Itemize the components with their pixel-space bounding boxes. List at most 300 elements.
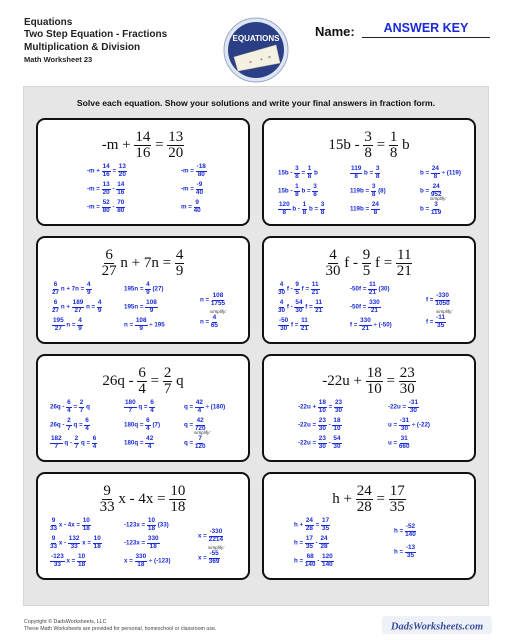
numerator: 3 [375, 165, 380, 172]
fraction [167, 130, 184, 162]
math-text: x = [80, 539, 93, 547]
fraction [359, 318, 372, 332]
math-text: = [313, 521, 322, 529]
solution-step [426, 293, 450, 307]
equation [38, 484, 248, 516]
usage-note: These Math Worksheets are provided for personal, homeschool or classroom use. [24, 626, 217, 632]
numerator: -330 [436, 292, 449, 299]
denominator: 9 [97, 306, 102, 314]
equation [38, 248, 248, 280]
fraction [399, 436, 410, 450]
math-text: x - 4x = [57, 521, 82, 529]
denominator: 120 [194, 442, 206, 450]
denominator: 140 [322, 560, 333, 568]
math-text: (33) [156, 521, 169, 529]
solution-step [50, 536, 102, 550]
solution-step [350, 166, 380, 180]
math-text: x = [124, 557, 135, 565]
numerator: 108 [212, 292, 224, 299]
worksheet-number: Math Worksheet 23 [24, 55, 93, 65]
fraction [134, 130, 151, 162]
denominator: 21 [368, 288, 376, 296]
solution-step [184, 436, 206, 450]
numerator: 1 [307, 165, 312, 172]
answer-key-label: ANSWER KEY [362, 21, 490, 38]
solution-step [87, 164, 127, 178]
denominator: 35 [389, 499, 405, 516]
math-text: x - [57, 539, 68, 547]
fraction [102, 200, 111, 214]
solution-step [278, 282, 320, 296]
denominator: 4 [147, 442, 152, 450]
fraction [375, 166, 381, 180]
math-text: q [84, 403, 90, 411]
fraction [435, 315, 446, 329]
denominator: 369 [208, 557, 220, 565]
denominator: 80 [102, 206, 110, 214]
fraction [195, 400, 204, 414]
fraction [102, 164, 111, 178]
fraction [356, 484, 373, 516]
numerator: 6 [138, 365, 146, 381]
numerator: 11 [311, 281, 319, 288]
problem-card [262, 354, 476, 462]
numerator: 330 [360, 317, 371, 324]
solution-step [350, 202, 380, 216]
solution-step [184, 400, 225, 414]
numerator: 4 [175, 247, 184, 263]
denominator: 4 [146, 424, 150, 432]
denominator: 27 [54, 324, 62, 332]
fraction [100, 484, 115, 516]
math-text: f - [285, 285, 295, 293]
math-text: -22u = [388, 403, 408, 411]
fraction [68, 536, 81, 550]
denominator: 80 [197, 170, 205, 178]
fraction [408, 400, 419, 414]
fraction [145, 300, 158, 314]
solution-step [350, 282, 390, 296]
math-text: h = [394, 527, 405, 535]
numerator: 3 [364, 129, 372, 145]
numerator: 4 [279, 299, 284, 306]
solution-step [294, 554, 334, 568]
denominator: 65 [210, 321, 218, 329]
math-text: -123x = [124, 539, 147, 547]
fraction [116, 200, 125, 214]
denominator: 1755 [210, 299, 226, 307]
math-text: = [71, 403, 79, 411]
numerator: 24 [356, 483, 372, 499]
denominator: 8 [389, 145, 398, 162]
numerator: 2 [79, 399, 84, 406]
denominator: 30 [325, 263, 341, 280]
math-text: (7) [150, 421, 160, 429]
fraction [175, 248, 185, 280]
denominator: 21 [370, 306, 378, 314]
denominator: 30 [409, 406, 417, 414]
numerator: -11 [436, 314, 446, 321]
denominator: 8 [373, 208, 378, 216]
math-text: = [382, 373, 399, 390]
denominator: 18 [93, 542, 101, 550]
simplify-note: simplify: [430, 196, 447, 201]
solution-step [420, 166, 461, 180]
math-text: q = [71, 421, 85, 429]
fraction [371, 202, 380, 216]
math-text: = [299, 169, 307, 177]
math-text: -50f = [350, 285, 369, 293]
numerator: 7 [198, 435, 202, 442]
numerator: 4 [279, 281, 284, 288]
logo-text: EQUATIONS [232, 34, 280, 43]
denominator: 18 [149, 542, 157, 550]
math-text: ÷ (119) [439, 169, 461, 177]
fraction [368, 300, 381, 314]
denominator: 21 [361, 324, 370, 332]
denominator: 30 [399, 381, 415, 398]
numerator: 6 [92, 435, 97, 442]
problem-card [262, 236, 476, 344]
fraction [278, 318, 289, 332]
fraction [52, 318, 65, 332]
numerator: 6 [85, 417, 89, 424]
footer-copyright [24, 619, 216, 633]
numerator: 9 [295, 281, 299, 288]
denominator: 27 [101, 263, 117, 280]
denominator: 8 [295, 172, 299, 180]
numerator: 10 [147, 517, 155, 524]
fraction [50, 554, 65, 568]
math-text: q [172, 373, 184, 390]
math-text: q = [79, 439, 92, 447]
math-text: - [326, 439, 333, 447]
numerator: 23 [318, 435, 326, 442]
denominator: 4 [85, 424, 89, 432]
solution-step [181, 182, 203, 196]
math-text: n = [64, 321, 78, 329]
denominator: 9 [86, 288, 91, 296]
numerator: 18 [366, 365, 382, 381]
numerator: 330 [369, 299, 380, 306]
numerator: 3 [313, 183, 317, 190]
fraction [102, 248, 117, 280]
numerator: 4 [329, 247, 337, 263]
solution-step [124, 518, 169, 532]
math-text: n + 7n = [116, 255, 175, 272]
fraction [97, 300, 103, 314]
solution-step [298, 418, 342, 432]
fraction [194, 200, 201, 214]
numerator: 68 [306, 553, 314, 560]
solution-step [388, 418, 430, 432]
math-text: ÷ (-22) [410, 421, 430, 429]
denominator: 8 [307, 172, 312, 180]
fraction [135, 554, 148, 568]
fraction [405, 545, 416, 559]
math-text: -123x = [124, 521, 147, 529]
fraction [311, 282, 320, 296]
fraction [195, 436, 206, 450]
denominator: 35 [437, 321, 445, 329]
denominator: 20 [168, 145, 184, 162]
numerator: 54 [295, 299, 303, 306]
denominator: 30 [333, 442, 341, 450]
solution-step [350, 300, 381, 314]
numerator: -13 [405, 544, 416, 551]
simplify-note: simplify: [436, 309, 453, 314]
math-text: u = [388, 421, 399, 429]
solution-step [124, 318, 165, 332]
math-text: q - [62, 439, 74, 447]
numerator: 42 [196, 417, 204, 424]
denominator: 20 [102, 188, 110, 196]
fraction [389, 484, 406, 516]
numerator: 330 [147, 535, 159, 542]
solution-step [350, 184, 386, 198]
denominator: 8 [433, 172, 438, 180]
numerator: 6 [105, 247, 113, 263]
math-text: h + [332, 491, 356, 508]
solution-step [198, 529, 223, 543]
numerator: -31 [399, 417, 410, 424]
solution-step [87, 182, 125, 196]
denominator: 35 [322, 524, 330, 532]
math-text: (27) [150, 285, 164, 293]
numerator: 10 [93, 535, 101, 542]
numerator: 9 [51, 517, 56, 524]
fraction [93, 536, 102, 550]
denominator: 80 [117, 206, 125, 214]
problem-card [262, 118, 476, 226]
denominator: 30 [278, 306, 286, 314]
solution-step [278, 202, 325, 216]
solution-step [124, 554, 171, 568]
fraction [399, 418, 410, 432]
numerator: 23 [334, 399, 343, 406]
fraction [294, 300, 303, 314]
math-text: 180q = [124, 421, 146, 429]
numerator: 9 [362, 247, 371, 263]
denominator: 8 [320, 208, 325, 216]
math-text: -m = [181, 167, 196, 175]
solution-step [298, 400, 343, 414]
math-text: - [315, 557, 322, 565]
math-text: x = [198, 532, 209, 540]
numerator: -50 [279, 317, 289, 324]
problem-card [262, 472, 476, 580]
math-text: q = [184, 421, 195, 429]
numerator: 6 [53, 299, 58, 306]
denominator: 952 [430, 190, 442, 198]
solution-step [278, 318, 309, 332]
math-text: -22u + [298, 403, 318, 411]
fraction [72, 300, 85, 314]
math-text: = [326, 403, 334, 411]
numerator: 182 [51, 435, 62, 442]
name-label: Name: [315, 24, 355, 39]
denominator: 660 [398, 442, 410, 450]
numerator: 3 [434, 201, 438, 208]
math-text: 26q - [50, 403, 67, 411]
math-text: b = [420, 169, 431, 177]
solution-step [181, 164, 207, 178]
numerator: 24 [431, 165, 439, 172]
fraction [169, 484, 186, 516]
title-line: Equations [24, 17, 73, 28]
numerator: 2 [67, 417, 71, 424]
math-text: = [110, 167, 118, 175]
svg-text:=: = [249, 60, 252, 66]
solution-step [124, 300, 158, 314]
fraction [278, 202, 291, 216]
equations-logo [222, 17, 290, 83]
numerator: 14 [135, 129, 151, 145]
denominator: 2214 [208, 535, 223, 543]
numerator: 11 [369, 281, 376, 288]
numerator: 9 [51, 535, 56, 542]
numerator: -31 [408, 399, 419, 406]
fraction [318, 436, 327, 450]
numerator: 23 [399, 365, 415, 381]
denominator: 35 [406, 551, 415, 559]
denominator: 8 [354, 172, 358, 180]
denominator: 8 [295, 190, 299, 198]
problem-card [36, 472, 250, 580]
denominator: 140 [405, 530, 416, 538]
fraction [211, 315, 218, 329]
numerator: 14 [102, 163, 110, 170]
numerator: 4 [212, 314, 217, 321]
numerator: -52 [405, 523, 416, 530]
problem-card [36, 118, 250, 226]
math-text: n + [59, 303, 72, 311]
fraction [149, 400, 155, 414]
numerator: 24 [432, 183, 440, 190]
math-text: f = [426, 296, 436, 304]
denominator: 30 [295, 306, 303, 314]
numerator: 108 [146, 299, 157, 306]
fraction [321, 518, 330, 532]
math-text: - [326, 421, 333, 429]
denominator: 30 [280, 324, 288, 332]
math-text: q = [184, 403, 195, 411]
solution-step [50, 418, 90, 432]
fraction [147, 536, 160, 550]
numerator: 52 [102, 199, 110, 206]
math-text: f - [285, 303, 295, 311]
fraction [209, 551, 220, 565]
fraction [300, 318, 309, 332]
numerator: 1 [302, 201, 307, 208]
denominator: 16 [117, 188, 125, 196]
numerator: 120 [279, 201, 290, 208]
solution-step [294, 536, 329, 550]
denominator: 16 [102, 170, 110, 178]
denominator: 21 [300, 324, 309, 332]
denominator: 40 [195, 188, 204, 196]
numerator: -123 [51, 553, 64, 560]
numerator: 11 [301, 317, 308, 324]
denominator: 9 [139, 324, 143, 332]
numerator: -55 [209, 550, 219, 557]
numerator: 180 [125, 399, 136, 406]
denominator: 7 [163, 381, 172, 398]
numerator: 119 [351, 165, 362, 172]
numerator: 17 [389, 483, 405, 499]
equation [264, 130, 474, 162]
solution-step [52, 300, 102, 314]
denominator: 21 [315, 306, 323, 314]
denominator: 8 [371, 190, 376, 198]
math-text: -m = [87, 185, 102, 193]
solution-step [278, 184, 318, 198]
denominator: 119 [430, 208, 442, 216]
worksheet-title [24, 17, 167, 67]
solution-step [124, 536, 160, 550]
numerator: -330 [209, 528, 223, 535]
numerator: 10 [170, 483, 186, 499]
solution-step [124, 282, 163, 296]
math-text: = [372, 491, 389, 508]
fraction [431, 202, 441, 216]
fraction [368, 282, 377, 296]
denominator: 7 [79, 406, 84, 414]
denominator: 18 [147, 524, 155, 532]
fraction [118, 164, 127, 178]
math-text: 15b - [328, 137, 364, 154]
fraction [86, 282, 92, 296]
numerator: 17 [322, 517, 330, 524]
denominator: 720 [194, 424, 206, 432]
fraction [321, 554, 334, 568]
fraction [135, 318, 148, 332]
denominator: 140 [304, 560, 316, 568]
math-text: 119b = [350, 205, 371, 213]
equation [38, 366, 248, 398]
solution-step [124, 436, 154, 450]
math-text: m = [181, 203, 194, 211]
numerator: 42 [146, 435, 154, 442]
fraction [145, 436, 154, 450]
numerator: 4 [86, 281, 91, 288]
math-text: 15b - [278, 169, 295, 177]
math-text: -22u + [322, 373, 366, 390]
fraction [82, 518, 91, 532]
math-text: h = [394, 548, 405, 556]
math-text: f - [340, 255, 362, 272]
math-text: = [146, 373, 163, 390]
fraction [363, 130, 373, 162]
solution-step [388, 436, 410, 450]
math-text: q = [136, 403, 150, 411]
math-text: n = [200, 296, 211, 304]
denominator: 28 [356, 499, 372, 516]
solution-step [50, 518, 91, 532]
denominator: 9 [146, 288, 150, 296]
denominator: 21 [396, 263, 412, 280]
math-text: b [398, 137, 410, 154]
numerator: 6 [53, 281, 58, 288]
solution-step [394, 545, 416, 559]
solution-step [181, 200, 201, 214]
math-text: -50f = [350, 303, 369, 311]
denominator: 8 [282, 208, 287, 216]
fraction [196, 182, 204, 196]
math-text: f = [371, 255, 396, 272]
math-text: ÷ 195 [147, 321, 165, 329]
solution-step [124, 400, 155, 414]
